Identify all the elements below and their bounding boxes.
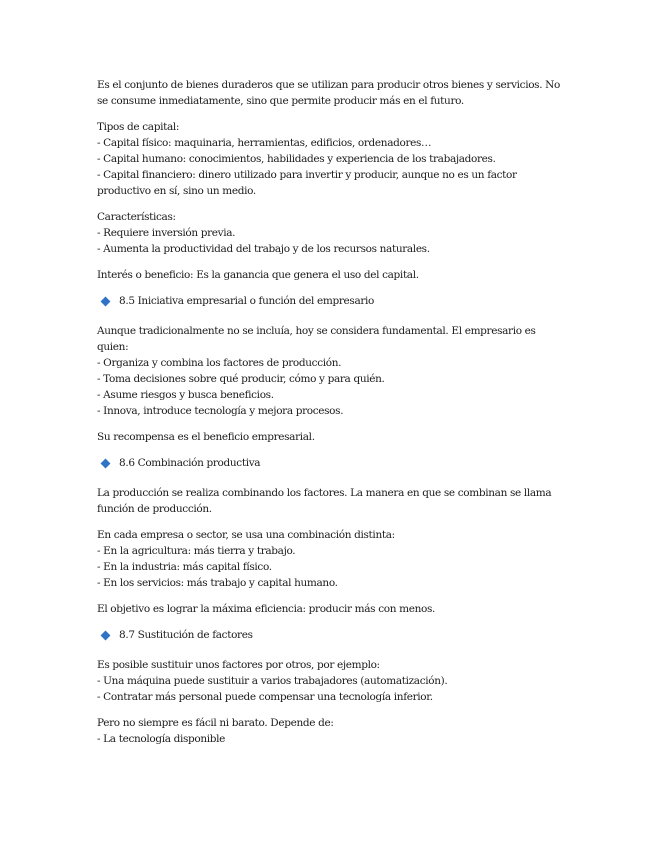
section-title: 8.5 Iniciativa empresarial o función del empresario — [119, 295, 375, 307]
section-title: 8.6 Combinación productiva — [119, 457, 261, 469]
diamond-bullet-icon — [101, 458, 111, 468]
list-item: - Innova, introduce tecnología y mejora procesos. — [97, 405, 344, 417]
paragraph-line: La producción se realiza combinando los factores. La manera en que se combinan se llama — [97, 487, 552, 499]
list-title: Es posible sustituir unos factores por otros, por ejemplo: — [97, 659, 380, 671]
list-item: - Capital financiero: dinero utilizado para invertir y producir, aunque no es un factor — [97, 169, 517, 181]
list-item: - Una máquina puede sustituir a varios trabajadores (automatización). — [97, 675, 448, 687]
section-title: 8.7 Sustitución de factores — [119, 629, 253, 641]
paragraph-line: Es el conjunto de bienes duraderos que se utilizan para producir otros bienes y servicios. No — [97, 79, 560, 91]
list-title: Tipos de capital: — [97, 121, 180, 133]
capital-types — [97, 119, 575, 199]
combination-goal — [97, 601, 575, 617]
paragraph-line: Interés o beneficio: Es la ganancia que genera el uso del capital. — [97, 269, 419, 281]
list-item: - Organiza y combina los factores de producción. — [97, 357, 342, 369]
paragraph-line: El objetivo es lograr la máxima eficiencia: producir más con menos. — [97, 603, 435, 615]
list-item: - Contratar más personal puede compensar una tecnología inferior. — [97, 691, 433, 703]
list-item: - En los servicios: más trabajo y capital humano. — [97, 577, 338, 589]
capital-definition — [97, 77, 575, 109]
section-heading-8-7 — [97, 627, 575, 643]
paragraph-line: Su recompensa es el beneficio empresarial. — [97, 431, 315, 443]
diamond-bullet-icon — [101, 630, 111, 640]
substitution-depends — [97, 715, 575, 747]
list-title: Características: — [97, 211, 176, 223]
section-heading-8-6 — [97, 455, 575, 471]
entrepreneur-reward — [97, 429, 575, 445]
list-title: Pero no siempre es fácil ni barato. Depende de: — [97, 717, 334, 729]
combination-intro — [97, 485, 575, 517]
list-item: productivo en sí, sino un medio. — [97, 185, 256, 197]
paragraph-line: se consume inmediatamente, sino que permite producir más en el futuro. — [97, 95, 464, 107]
list-item: - Aumenta la productividad del trabajo y de los recursos naturales. — [97, 243, 430, 255]
list-item: - Toma decisiones sobre qué producir, cómo y para quién. — [97, 373, 385, 385]
capital-interest — [97, 267, 575, 283]
section-heading-8-5 — [97, 293, 575, 309]
list-item: - En la agricultura: más tierra y trabajo. — [97, 545, 296, 557]
paragraph-line: Aunque tradicionalmente no se incluía, hoy se considera fundamental. El empresario es — [97, 325, 536, 337]
list-title: En cada empresa o sector, se usa una combinación distinta: — [97, 529, 395, 541]
paragraph-line: función de producción. — [97, 503, 212, 515]
list-item: - La tecnología disponible — [97, 733, 226, 745]
list-item: - Capital humano: conocimientos, habilidades y experiencia de los trabajadores. — [97, 153, 496, 165]
capital-features — [97, 209, 575, 257]
combination-list — [97, 527, 575, 591]
list-item: - Asume riesgos y busca beneficios. — [97, 389, 274, 401]
substitution-examples — [97, 657, 575, 705]
list-item: - Capital físico: maquinaria, herramientas, edificios, ordenadores… — [97, 137, 432, 149]
paragraph-line: quien: — [97, 341, 129, 353]
entrepreneur-intro — [97, 323, 575, 419]
list-item: - En la industria: más capital físico. — [97, 561, 272, 573]
list-item: - Requiere inversión previa. — [97, 227, 236, 239]
diamond-bullet-icon — [101, 296, 111, 306]
